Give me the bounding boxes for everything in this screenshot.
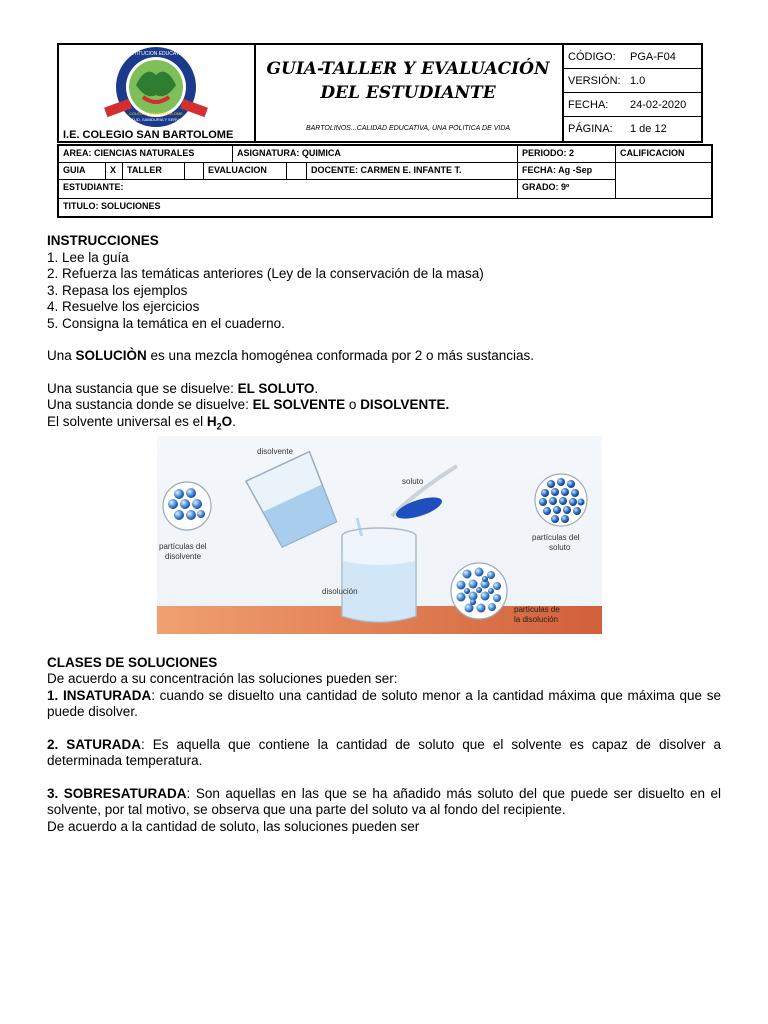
calificacion-cell: CALIFICACION <box>616 146 711 163</box>
motto: BARTOLINOS...CALIDAD EDUCATIVA, UNA POLITICA DE VIDA <box>305 125 511 132</box>
meta-table <box>562 45 703 141</box>
taller-mark-cell <box>185 163 204 180</box>
label-disolvente: disolvente <box>257 447 294 456</box>
instruction-item: 2. Refuerza las temáticas anteriores (Ley de la conservación de la masa) <box>47 266 484 281</box>
solution-definition <box>47 348 721 365</box>
clases-intro: De acuerdo a su concentración las soluciones pueden ser: <box>47 671 398 687</box>
document-header <box>57 43 703 143</box>
fecha-cell: FECHA: Ag -Sep <box>518 163 616 180</box>
universal-end: . <box>232 413 236 429</box>
logo-text-bottom: VIRTUD, SABIDURIA Y SERVICIO <box>124 117 188 122</box>
definition-post: es una mezcla homogénea conformada por 2 o más sustancias. <box>146 348 535 363</box>
asignatura-cell: ASIGNATURA: QUIMICA <box>233 146 518 163</box>
meta-codigo <box>564 45 703 69</box>
label-particulas-soluto: partículas del <box>532 533 580 542</box>
formula-o: O <box>221 413 233 429</box>
fecha-label: FECHA: <box>568 99 609 111</box>
universal-line <box>47 414 721 435</box>
sobresaturada-paragraph <box>47 786 721 819</box>
solution-illustration <box>157 436 602 634</box>
solvente-pre: Una sustancia donde se disuelve: <box>47 397 253 412</box>
solution-particles-circle <box>451 563 507 619</box>
meta-fecha <box>564 93 703 117</box>
instruction-item: 3. Repasa los ejemplos <box>47 282 188 298</box>
solute-particles-circle <box>535 474 587 526</box>
pagina-label: PÁGINA: <box>568 123 613 135</box>
formula-2: 2 <box>216 421 222 432</box>
grado-cell: GRADO: 9º <box>518 180 616 199</box>
label-disolucion: disolución <box>322 587 358 596</box>
sobresaturada-label: 3. SOBRESATURADA <box>47 785 187 801</box>
info-table <box>57 144 713 218</box>
school-logo <box>101 45 211 129</box>
codigo-value: PGA-F04 <box>630 51 676 63</box>
title-line-1: GUIA-TALLER Y EVALUACIÓN <box>266 59 550 79</box>
calificacion-box <box>616 163 711 199</box>
estudiante-cell: ESTUDIANTE: <box>59 180 518 199</box>
taller-cell: TALLER <box>123 163 185 180</box>
codigo-label: CÓDIGO: <box>568 51 616 63</box>
logo-text-top: INSTITUCION EDUCATIVA <box>125 51 187 57</box>
solution-beaker <box>342 528 416 622</box>
label-soluto: soluto <box>402 477 424 486</box>
docente-cell: DOCENTE: CARMEN E. INFANTE T. <box>307 163 518 180</box>
solvent-particles-circle <box>163 482 211 530</box>
soluto-pre: Una sustancia que se disuelve: <box>47 380 238 396</box>
formula-h: H <box>206 413 217 429</box>
saturada-text: : Es aquella que contiene la cantidad de soluto que el solvente es capaz de disolver a determinada temperatura. <box>47 736 721 769</box>
title-line-2: DEL ESTUDIANTE <box>320 83 496 103</box>
solvente-line <box>47 397 721 414</box>
periodo-cell: PERIODO: 2 <box>518 146 616 163</box>
cantidad-line: De acuerdo a la cantidad de soluto, las soluciones pueden ser <box>47 818 420 834</box>
titulo-cell: TITULO: SOLUCIONES <box>63 201 161 211</box>
pagina-value: 1 de 12 <box>630 123 667 135</box>
label-particulas-disolucion: partículas de <box>514 605 560 614</box>
title-cell <box>254 45 562 141</box>
version-label: VERSIÓN: <box>568 75 621 87</box>
universal-pre: El solvente universal es el <box>47 413 207 429</box>
insaturada-paragraph <box>47 688 721 721</box>
saturada-paragraph <box>47 737 721 770</box>
soluto-term: EL SOLUTO <box>237 380 315 396</box>
evaluacion-mark-cell <box>287 163 307 180</box>
meta-pagina <box>564 117 703 141</box>
meta-version <box>564 69 703 93</box>
disolvente-term: DISOLVENTE. <box>360 397 450 412</box>
logo-cell <box>59 45 256 141</box>
instruction-item: 5. Consigna la temática en el cuaderno. <box>47 315 285 331</box>
guia-cell: GUIA <box>59 163 106 180</box>
instructions-heading: INSTRUCCIONES <box>47 233 159 248</box>
area-cell: AREA: CIENCIAS NATURALES <box>59 146 233 163</box>
soluto-end: . <box>314 380 319 396</box>
saturada-label: 2. SATURADA <box>47 736 142 752</box>
instruction-item: 1. Lee la guía <box>47 249 129 265</box>
solvente-term: EL SOLVENTE <box>252 397 346 412</box>
school-name: I.E. COLEGIO SAN BARTOLOME <box>63 129 234 141</box>
label-particulas-disolucion-2: la disolución <box>514 615 559 624</box>
version-value: 1.0 <box>630 75 646 87</box>
definition-pre: Una <box>47 348 76 363</box>
guia-mark-cell: X <box>106 163 123 180</box>
logo-text-mid: COLEGIO SAN BARTOLOME <box>129 111 183 116</box>
insaturada-text: : cuando se disuelto una cantidad de soluto menor a la cantidad máxima que máxima que se puede disolver. <box>47 687 721 720</box>
soluto-line <box>47 381 721 398</box>
label-particulas-disolvente: partículas del <box>159 542 207 551</box>
label-particulas-soluto-2: soluto <box>549 543 571 552</box>
clases-heading: CLASES DE SOLUCIONES <box>47 654 218 670</box>
solvente-mid: o <box>345 397 361 412</box>
evaluacion-cell: EVALUACION <box>204 163 287 180</box>
fecha-value: 24-02-2020 <box>630 99 687 111</box>
document-title <box>254 57 562 105</box>
label-particulas-disolvente-2: disolvente <box>165 552 202 561</box>
instruction-item: 4. Resuelve los ejercicios <box>47 299 200 314</box>
water-formula <box>206 413 233 432</box>
definition-term: SOLUCIÒN <box>75 348 147 363</box>
insaturada-label: 1. INSATURADA <box>47 687 152 703</box>
sobresaturada-text: : Son aquellas en las que se ha añadido más soluto del que puede ser disuelto en el solvente, por tal motivo, se observa que una parte del soluto va al fondo del recipiente. <box>47 785 722 818</box>
